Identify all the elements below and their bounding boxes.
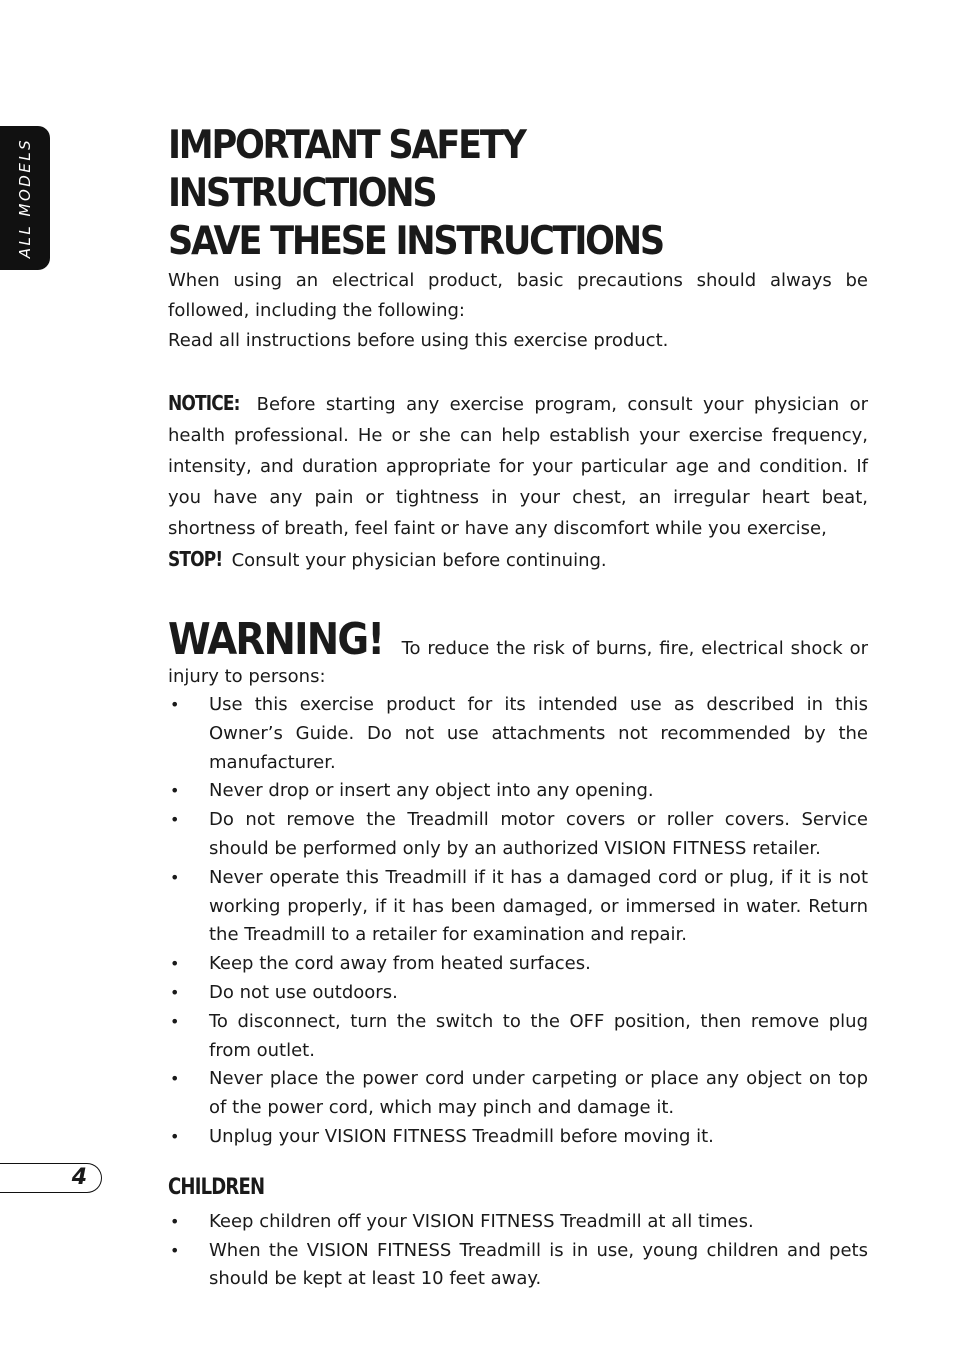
list-item-text: Unplug your VISION FITNESS Treadmill before moving it. [209,1125,714,1147]
list-item [168,777,868,806]
bullet-marker: • [170,695,180,714]
notice-text: Before starting any exercise program, consult your physician or health professional. He or she can help establish your exercise frequency, intensity, and duration appropriate for your particular age and condition. If you have any pain or tightness in your chest, an irregular heart beat, shortness of breath, feel faint or have any discomfort while you exercise, [168,394,868,539]
bullet-marker: • [170,1126,180,1146]
bullet-marker: • [170,1069,180,1089]
list-item [168,691,868,777]
side-tab-label: ALL MODELS [16,137,34,259]
list-item-text: Do not use outdoors. [209,981,398,1003]
list-item [168,950,868,979]
list-item-text: Keep children off your VISION FITNESS Treadmill at all times. [209,1210,754,1232]
list-item-text: When the VISION FITNESS Treadmill is in use, young children and pets should be kept at least 10 feet away. [209,1239,868,1290]
list-item-text: Keep the cord away from heated surfaces. [209,953,591,975]
bullet-marker: • [170,867,180,887]
list-item [168,806,868,864]
list-item [168,1237,868,1295]
list-item [168,979,868,1008]
list-item-text: To disconnect, turn the switch to the OFF position, then remove plug from outlet. [209,1010,868,1061]
stop-text: Consult your physician before continuing. [231,550,607,571]
children-heading: CHILDREN [168,1174,265,1200]
page-content [168,122,868,1294]
bullet-marker: • [170,1240,180,1260]
page-title [168,122,798,266]
list-item [168,1065,868,1123]
list-item-text: Use this exercise product for its intended use as described in this Owner’s Guide. Do not use attachments not recommended by the manufacturer. [209,694,868,773]
intro-text-2: Read all instructions before using this exercise product. [168,330,669,351]
warning-text: To reduce the risk of burns, fire, electrical shock or injury to persons: [168,638,868,687]
notice-label: NOTICE: [168,391,240,415]
warning-list [168,691,868,1152]
bullet-marker: • [170,1011,180,1031]
title-line-1: IMPORTANT SAFETY INSTRUCTIONS [168,123,525,216]
bullet-marker: • [170,1211,180,1231]
bullet-marker: • [170,982,180,1002]
warning-label: WARNING! [168,614,384,665]
list-item-text: Never place the power cord under carpeting or place any object on top of the power cord, which may pinch and damage it. [209,1068,868,1119]
bullet-marker: • [170,810,180,830]
list-item-text: Never operate this Treadmill if it has a damaged cord or plug, if it is not working properly, if it has been damaged, or immersed in water. Return the Treadmill to a retailer for examination and repair. [209,866,868,946]
page-number: 4 [71,1165,87,1190]
title-line-2: SAVE THESE INSTRUCTIONS [168,219,663,264]
notice-paragraph [168,388,868,576]
list-item [168,1008,868,1066]
intro-text-1: When using an electrical product, basic precautions should always be followed, including the following: [168,270,868,321]
list-item [168,864,868,950]
list-item [168,1123,868,1152]
page-number-tab [0,1163,102,1193]
stop-label: STOP! [168,547,223,571]
intro-section [168,266,868,356]
bullet-marker: • [170,954,180,974]
bullet-marker: • [170,781,180,801]
list-item-text: Do not remove the Treadmill motor covers or roller covers. Service should be performed only by an authorized VISION FITNESS retailer. [209,809,868,859]
list-item [168,1208,868,1237]
children-list [168,1208,868,1294]
list-item-text: Never drop or insert any object into any opening. [209,780,654,802]
warning-paragraph [168,614,868,691]
